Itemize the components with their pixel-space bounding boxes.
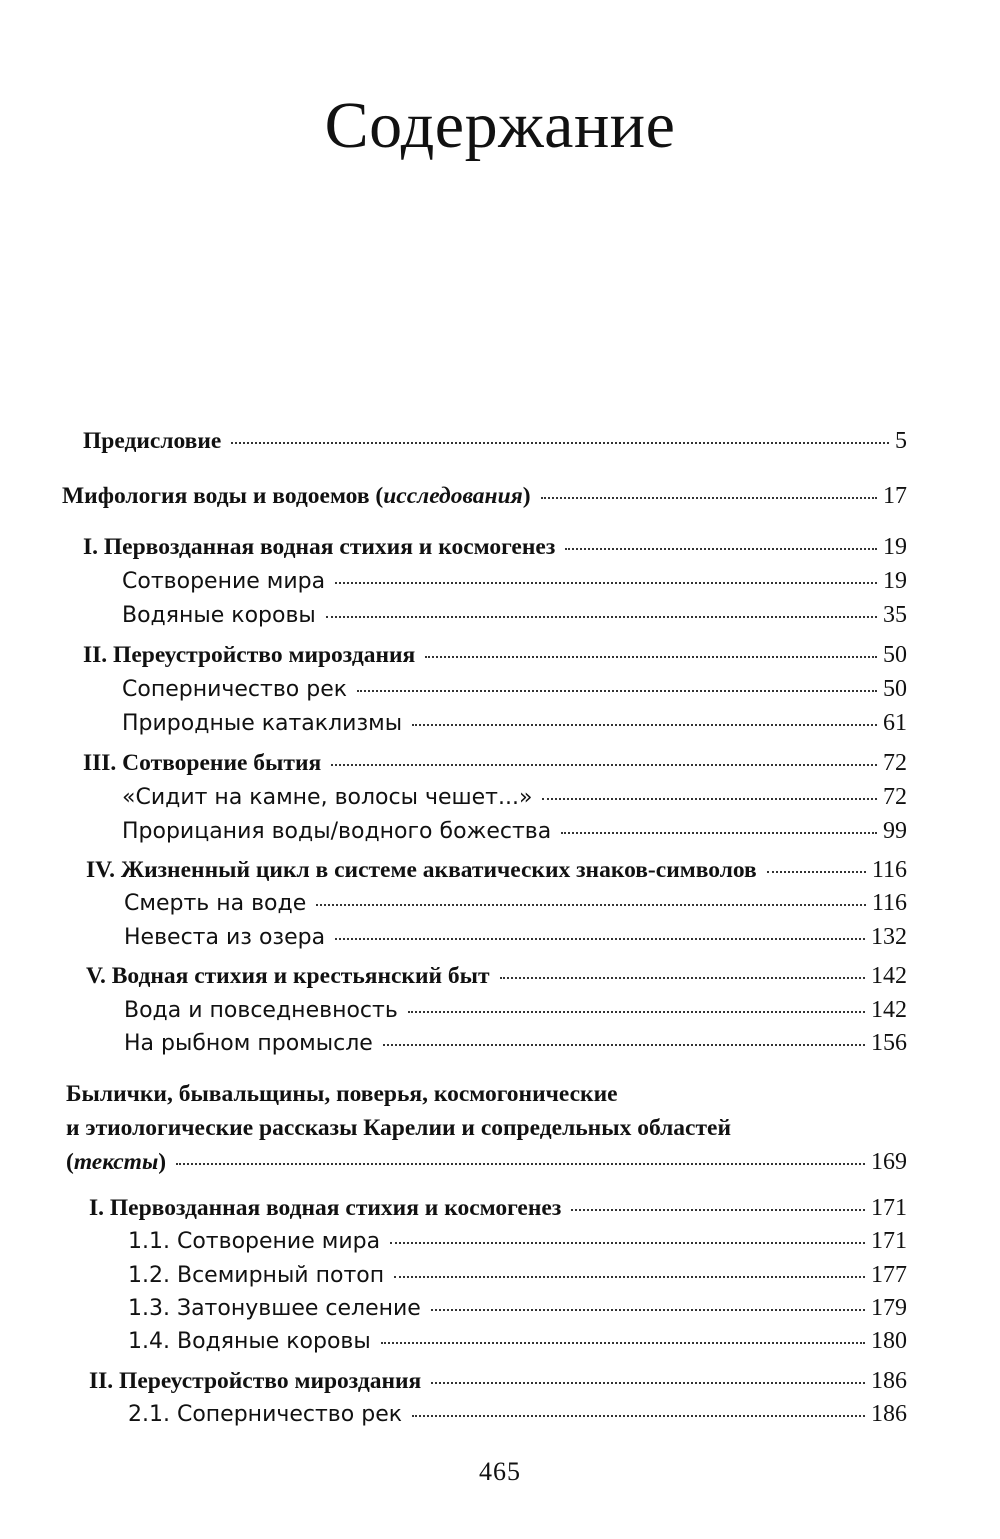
dot-leader <box>500 976 865 979</box>
toc-part-mythology <box>62 481 907 511</box>
dot-leader <box>565 547 877 550</box>
page-number: 465 <box>479 1457 521 1486</box>
toc-section <box>122 708 907 739</box>
toc-entry-label: Смерть на воде <box>124 891 307 916</box>
toc-entry-label: I. Первозданная водная стихия и космогенез <box>83 534 556 560</box>
toc-entry-page: 116 <box>871 890 907 916</box>
toc-section <box>128 1326 907 1357</box>
toc-entry-label: На рыбном промысле <box>124 1031 373 1056</box>
toc-entry-label: 1.4. Водяные коровы <box>128 1329 371 1354</box>
dot-leader <box>357 689 877 692</box>
toc-entry-label: II. Переустройство мироздания <box>89 1368 422 1394</box>
toc-entry-page: 177 <box>871 1262 907 1288</box>
toc-entry-page: 19 <box>883 568 907 594</box>
dot-leader <box>431 1308 865 1311</box>
toc-entry-label: Сотворение мира <box>122 569 326 594</box>
dot-leader <box>390 1241 865 1244</box>
dot-leader <box>541 496 877 499</box>
toc-section <box>128 1399 907 1430</box>
toc-entry-label: 1.2. Всемирный потоп <box>128 1263 385 1288</box>
toc-entry-label: Вода и повседневность <box>124 998 398 1023</box>
toc-entry-page: 179 <box>871 1295 907 1321</box>
toc-entry-page: 17 <box>883 483 907 509</box>
toc-section <box>122 600 907 631</box>
toc-entry-page: 156 <box>871 1030 907 1056</box>
toc-entry-page: 19 <box>883 534 907 560</box>
toc-entry-label: Предисловие <box>83 428 222 454</box>
toc-chapter <box>86 961 907 991</box>
toc-chapter <box>89 1193 907 1223</box>
toc-part-title-line: и этиологические рассказы Карелии и сопредельных областей <box>66 1115 731 1141</box>
dot-leader <box>381 1341 865 1344</box>
dot-leader <box>176 1162 865 1165</box>
toc-section <box>122 674 907 705</box>
toc-section <box>122 566 907 597</box>
toc-entry-page: 50 <box>883 642 907 668</box>
toc-section <box>122 782 907 813</box>
toc-entry-page: 142 <box>871 997 907 1023</box>
toc-entry-preface <box>83 426 907 456</box>
dot-leader <box>326 615 877 618</box>
toc-entry-page: 169 <box>871 1149 907 1175</box>
dot-leader <box>316 903 866 906</box>
toc-entry-label: Водяные коровы <box>122 603 316 628</box>
toc-entry-page: 186 <box>871 1368 907 1394</box>
toc-entry-label: II. Переустройство мироздания <box>83 642 416 668</box>
toc-section <box>128 1226 907 1257</box>
toc-entry-page: 171 <box>871 1195 907 1221</box>
dot-leader <box>431 1381 865 1384</box>
dot-leader <box>335 937 865 940</box>
toc-entry-label: 1.3. Затонувшее селение <box>128 1296 421 1321</box>
dot-leader <box>335 581 877 584</box>
toc-entry-page: 142 <box>871 963 907 989</box>
toc-entry-label: Мифология воды и водоемов (исследования) <box>62 483 531 509</box>
toc-chapter <box>86 855 907 885</box>
dot-leader <box>412 723 877 726</box>
toc-chapter <box>83 748 907 778</box>
toc-entry-label: (тексты) <box>66 1149 167 1175</box>
toc-section <box>124 1028 907 1059</box>
toc-entry-label: 2.1. Соперничество рек <box>128 1402 403 1427</box>
toc-section <box>124 888 907 919</box>
toc-section <box>122 816 907 847</box>
toc-section <box>128 1260 907 1291</box>
toc-entry-page: 99 <box>883 818 907 844</box>
toc-chapter <box>83 532 907 562</box>
toc-part-title-line: Былички, бывальщины, поверья, космогонические <box>66 1081 618 1107</box>
toc-entry-page: 61 <box>883 710 907 736</box>
toc-entry-label: Соперничество рек <box>122 677 348 702</box>
toc-entry-label: V. Водная стихия и крестьянский быт <box>86 963 490 989</box>
toc-entry-page: 5 <box>895 428 907 454</box>
toc-entry-label: «Сидит на камне, волосы чешет...» <box>122 785 533 810</box>
dot-leader <box>383 1043 865 1046</box>
toc-section <box>124 922 907 953</box>
toc-entry-page: 180 <box>871 1328 907 1354</box>
toc-entry-label: IV. Жизненный цикл в системе акватических знаков-символов <box>86 857 757 883</box>
toc-entry-page: 72 <box>883 784 907 810</box>
toc-entry-page: 50 <box>883 676 907 702</box>
toc-part-texts <box>66 1147 907 1177</box>
toc-chapter <box>89 1366 907 1396</box>
toc-section <box>124 995 907 1026</box>
toc-entry-label: Прорицания воды/водного божества <box>122 819 552 844</box>
toc-entry-label: I. Первозданная водная стихия и космогенез <box>89 1195 562 1221</box>
dot-leader <box>767 870 866 873</box>
dot-leader <box>408 1010 865 1013</box>
toc-entry-page: 186 <box>871 1401 907 1427</box>
dot-leader <box>561 831 877 834</box>
toc-chapter <box>83 640 907 670</box>
dot-leader <box>331 763 877 766</box>
dot-leader <box>571 1208 865 1211</box>
toc-entry-page: 132 <box>871 924 907 950</box>
toc-entry-page: 72 <box>883 750 907 776</box>
dot-leader <box>394 1275 865 1278</box>
toc-entry-label: Природные катаклизмы <box>122 711 403 736</box>
dot-leader <box>425 655 877 658</box>
dot-leader <box>231 441 889 444</box>
toc-entry-label: III. Сотворение бытия <box>83 750 322 776</box>
toc-entry-page: 116 <box>871 857 907 883</box>
toc-entry-page: 35 <box>883 602 907 628</box>
page-title: Содержание <box>324 89 676 162</box>
toc-section <box>128 1293 907 1324</box>
toc-entry-page: 171 <box>871 1228 907 1254</box>
dot-leader <box>542 797 877 800</box>
toc-entry-label: Невеста из озера <box>124 925 326 950</box>
toc-entry-label: 1.1. Сотворение мира <box>128 1229 381 1254</box>
dot-leader <box>412 1414 865 1417</box>
